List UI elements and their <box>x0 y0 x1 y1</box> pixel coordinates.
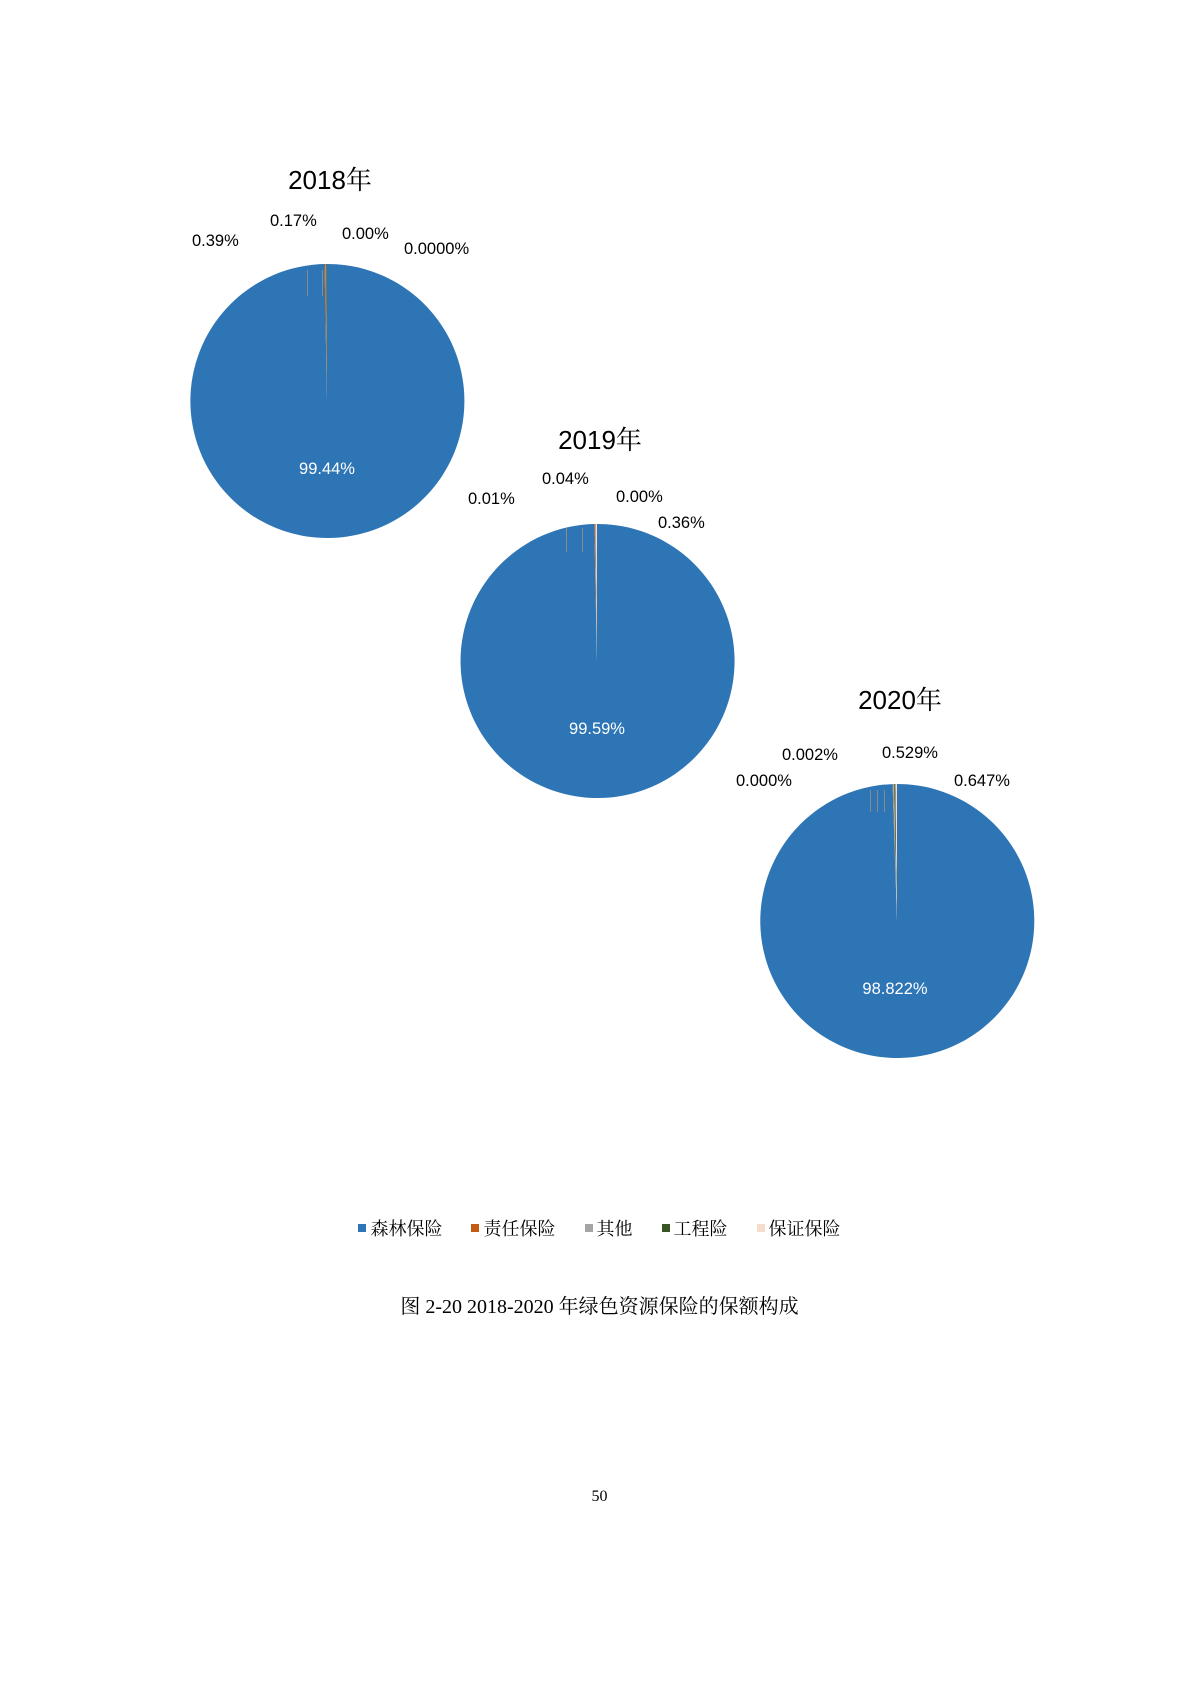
legend-label: 责任保险 <box>483 1219 556 1239</box>
pie-chart-2020 <box>730 680 1070 1100</box>
slice-label-2018-4: 0.0000% <box>404 240 470 258</box>
legend-swatch-icon <box>471 1224 479 1232</box>
slice-label-2019-main: 99.59% <box>569 720 625 738</box>
legend-item-1[interactable] <box>471 1215 555 1241</box>
legend-item-3[interactable] <box>662 1215 728 1241</box>
slice-label-2020-3: 0.529% <box>882 744 938 762</box>
legend-item-4[interactable] <box>757 1215 841 1241</box>
chart-title-2019: 2019年 <box>558 425 642 455</box>
slice-label-2018-1: 0.39% <box>192 232 239 250</box>
legend-swatch-icon <box>662 1224 670 1232</box>
leader-line <box>322 270 323 296</box>
slice-label-2019-4: 0.36% <box>658 514 705 532</box>
chart-title-2020: 2020年 <box>858 685 942 715</box>
pie-graphic-2018 <box>182 256 472 546</box>
pie-chart-2019 <box>430 420 770 840</box>
slice-label-2019-2: 0.04% <box>542 470 589 488</box>
chart-title-2018: 2018年 <box>288 165 372 195</box>
slice-label-2019-3: 0.00% <box>616 488 663 506</box>
legend-swatch-icon <box>585 1224 593 1232</box>
page-number: 50 <box>591 1488 608 1505</box>
slice-label-2020-main: 98.822% <box>862 980 928 998</box>
leader-line <box>884 790 885 812</box>
pie-graphic-2020 <box>752 776 1042 1066</box>
legend-swatch-icon <box>358 1224 366 1232</box>
slice-label-2020-1: 0.000% <box>736 772 792 790</box>
legend-label: 森林保险 <box>370 1219 443 1239</box>
slice-label-2018-main: 99.44% <box>299 460 355 478</box>
leader-line <box>307 270 308 296</box>
pie-graphic-2019 <box>452 516 742 806</box>
legend-label: 工程险 <box>673 1219 728 1239</box>
leader-line <box>877 790 878 812</box>
leader-line <box>870 790 871 812</box>
leader-line <box>582 528 583 552</box>
legend-swatch-icon <box>757 1224 765 1232</box>
leader-line <box>566 528 567 552</box>
slice-label-2020-2: 0.002% <box>782 746 838 764</box>
slice-label-2018-3: 0.00% <box>342 225 389 243</box>
slice-label-2019-1: 0.01% <box>468 490 515 508</box>
legend-item-2[interactable] <box>585 1215 633 1241</box>
slice-label-2018-2: 0.17% <box>270 212 317 230</box>
chart-legend <box>0 1215 1199 1241</box>
legend-label: 保证保险 <box>768 1219 841 1239</box>
figure-caption: 图 2-20 2018-2020 年绿色资源保险的保额构成 <box>400 1296 799 1318</box>
slice-label-2020-4: 0.647% <box>954 772 1010 790</box>
legend-item-0[interactable] <box>358 1215 442 1241</box>
legend-label: 其他 <box>596 1219 633 1239</box>
